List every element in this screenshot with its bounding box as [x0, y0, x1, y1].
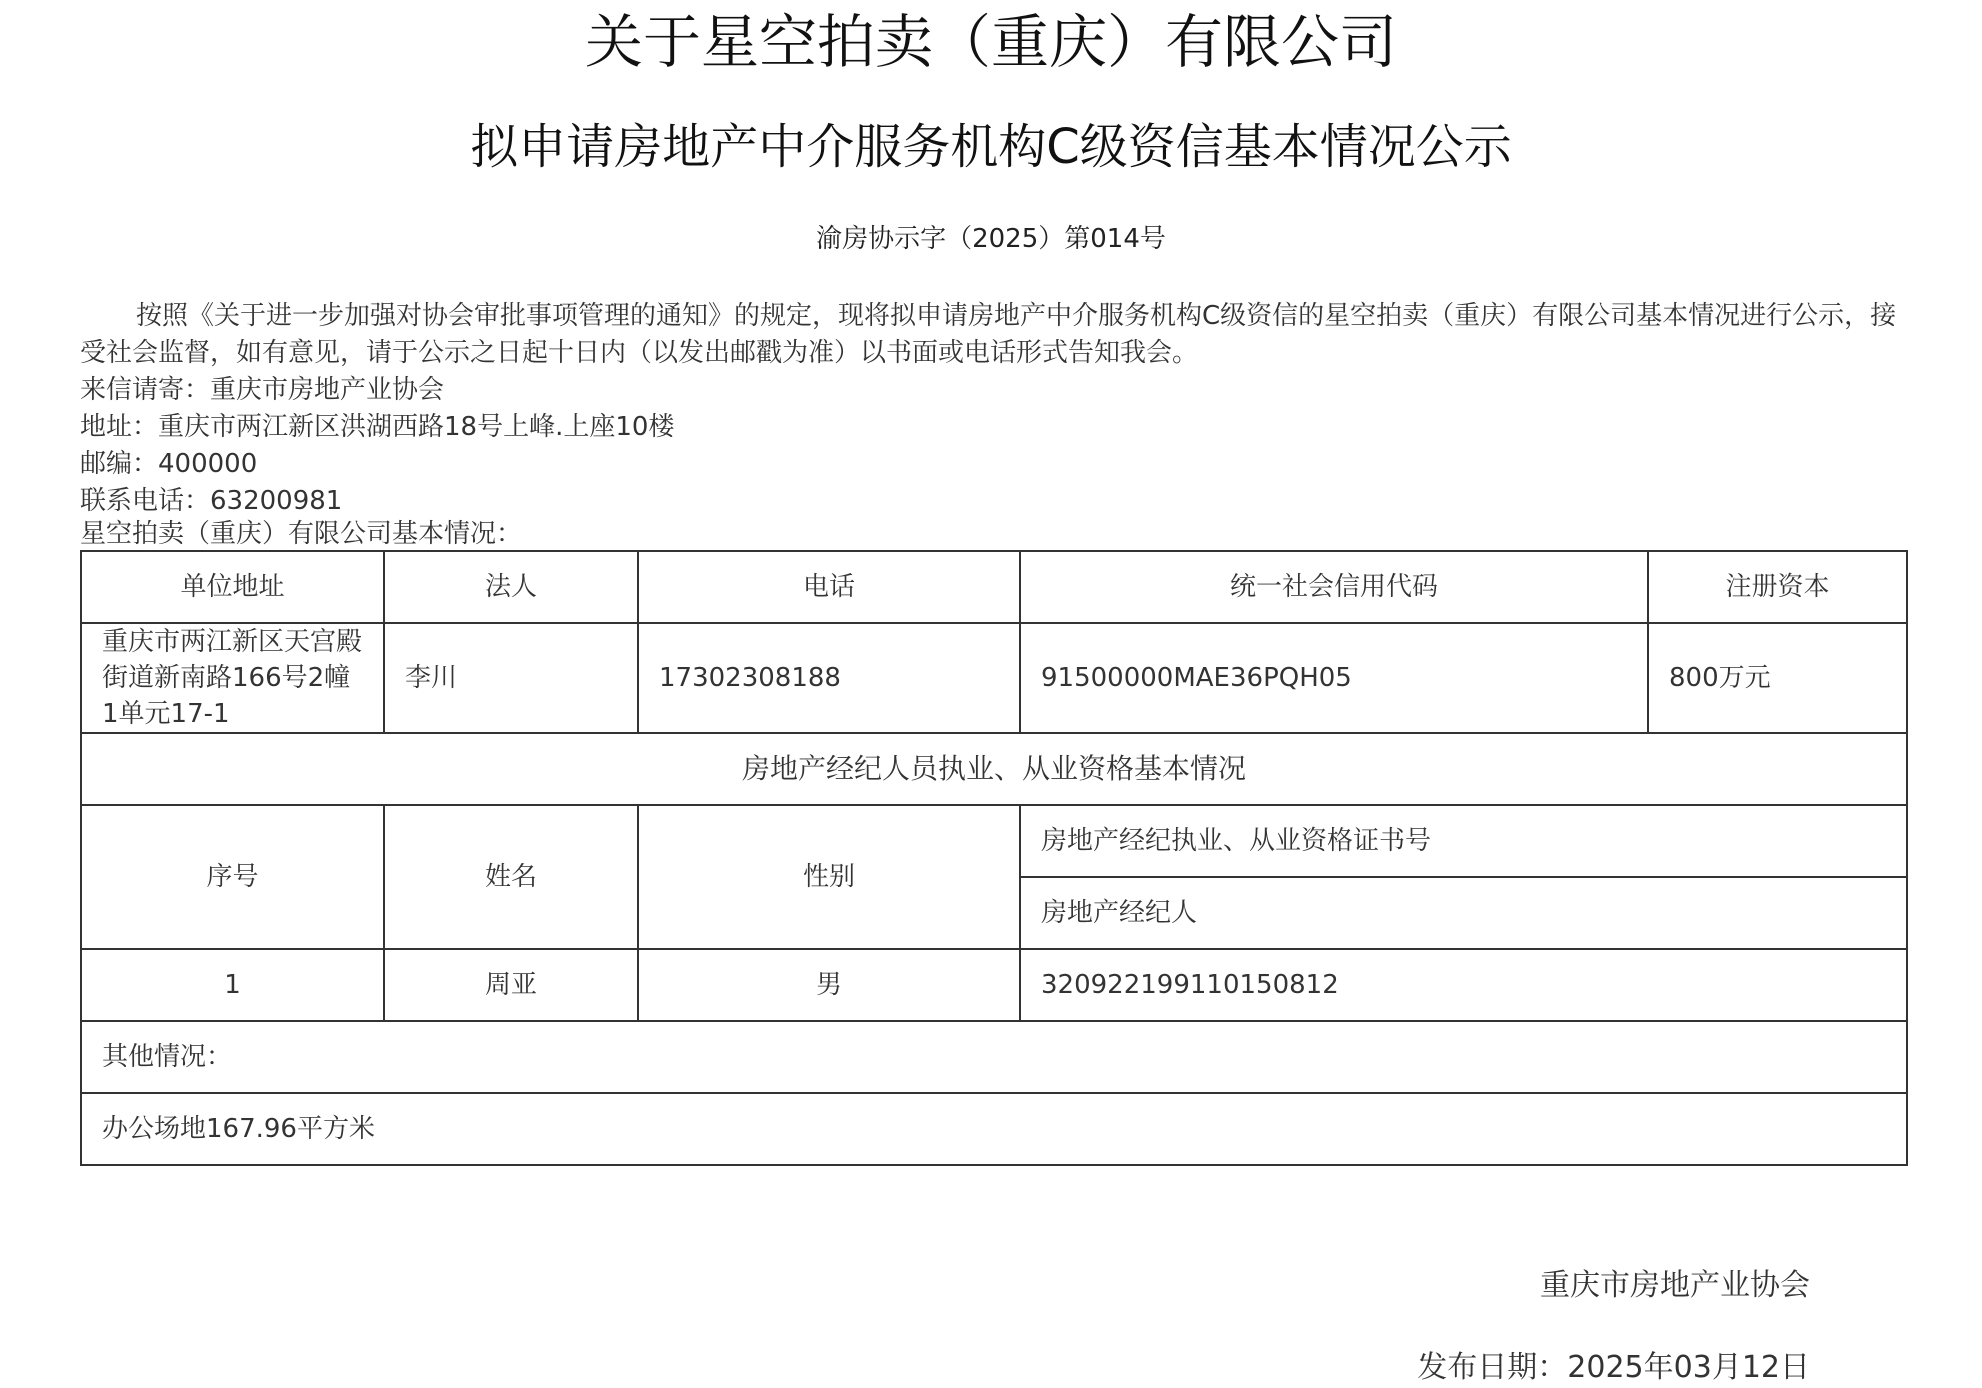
other-label-cell: 其他情况：	[81, 1021, 1907, 1093]
intro-paragraph: 按照《关于进一步加强对协会审批事项管理的通知》的规定，现将拟申请房地产中介服务机构C级资信的星空拍卖（重庆）有限公司基本情况进行公示，接受社会监督，如有意见，请于公示之日起十日内（以发出邮戳为准）以书面或电话形式告知我会。	[80, 301, 1897, 368]
header-cell-gender: 性别	[638, 805, 1020, 949]
header-cell-legal-person: 法人	[384, 551, 638, 623]
header-cell-cert-type: 房地产经纪人	[1020, 877, 1907, 949]
agent-seq-cell: 1	[81, 949, 384, 1021]
agent-name-cell: 周亚	[384, 949, 638, 1021]
other-label-row	[81, 1021, 1907, 1093]
agent-cert-no-cell: 320922199110150812	[1020, 949, 1907, 1021]
agents-section-title: 房地产经纪人员执业、从业资格基本情况	[81, 733, 1907, 805]
company-phone-cell: 17302308188	[638, 623, 1020, 733]
agent-gender-cell: 男	[638, 949, 1020, 1021]
table-row	[81, 949, 1907, 1021]
header-cell-address: 单位地址	[81, 551, 384, 623]
agents-section-title-row	[81, 733, 1907, 805]
company-info-table	[80, 550, 1908, 1166]
agents-header-row	[81, 805, 1907, 877]
header-cell-seq: 序号	[81, 805, 384, 949]
company-header-row	[81, 551, 1907, 623]
header-cell-cert-no: 房地产经纪执业、从业资格证书号	[1020, 805, 1907, 877]
header-cell-phone: 电话	[638, 551, 1020, 623]
capital-cell: 800万元	[1648, 623, 1907, 733]
publish-date: 发布日期：2025年03月12日	[1417, 1350, 1810, 1385]
document-title: 关于星空拍卖（重庆）有限公司	[584, 8, 1397, 76]
credit-code-cell: 91500000MAE36PQH05	[1020, 623, 1648, 733]
header-cell-credit-code: 统一社会信用代码	[1020, 551, 1648, 623]
phone-line: 联系电话：63200981	[80, 486, 343, 516]
document-subtitle: 拟申请房地产中介服务机构C级资信基本情况公示	[470, 119, 1512, 175]
header-cell-capital: 注册资本	[1648, 551, 1907, 623]
company-address-cell: 重庆市两江新区天宫殿街道新南路166号2幢1单元17-1	[81, 623, 384, 733]
postcode-line: 邮编：400000	[80, 449, 258, 479]
issuing-organization: 重庆市房地产业协会	[1540, 1268, 1810, 1303]
other-content-cell: 办公场地167.96平方米	[81, 1093, 1907, 1165]
basic-info-heading: 星空拍卖（重庆）有限公司基本情况：	[80, 519, 523, 549]
legal-person-cell: 李川	[384, 623, 638, 733]
document-number: 渝房协示字（2025）第014号	[816, 224, 1166, 254]
header-cell-name: 姓名	[384, 805, 638, 949]
company-data-row	[81, 623, 1907, 733]
address-line: 地址：重庆市两江新区洪湖西路18号上峰.上座10楼	[80, 412, 675, 442]
letters-to-line: 来信请寄：重庆市房地产业协会	[80, 375, 445, 405]
other-content-row	[81, 1093, 1907, 1165]
